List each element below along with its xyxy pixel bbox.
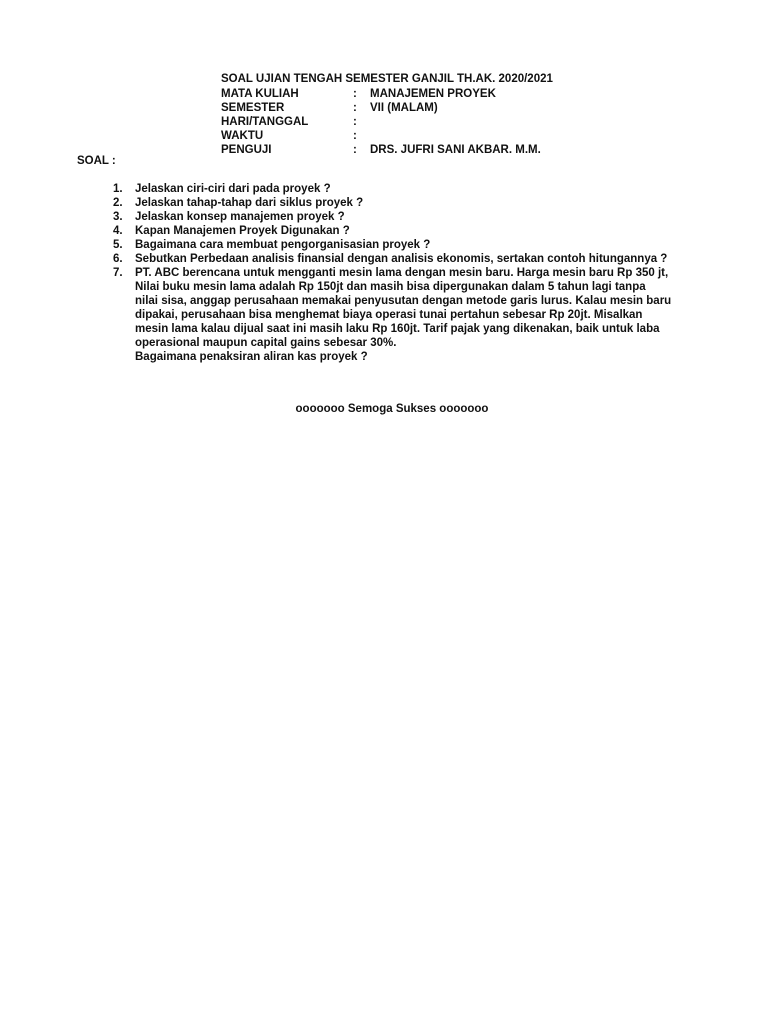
header-colon: : xyxy=(353,102,357,114)
question-item-case-study xyxy=(113,266,703,364)
question-number: 1. xyxy=(113,183,123,195)
question-item xyxy=(113,224,703,238)
question-text-line: operasional maupun capital gains sebesar 30%. xyxy=(135,337,397,349)
question-text-line: Nilai buku mesin lama adalah Rp 150jt dan masih bisa dipergunakan dalam 5 tahun lagi tanpa xyxy=(135,281,646,293)
header-colon: : xyxy=(353,116,357,128)
header-value: DRS. JUFRI SANI AKBAR. M.M. xyxy=(370,144,541,156)
question-item xyxy=(113,182,703,196)
question-text-line: PT. ABC berencana untuk mengganti mesin lama dengan mesin baru. Harga mesin baru Rp 350 jt, xyxy=(135,267,669,279)
header-label: SEMESTER xyxy=(221,102,285,114)
question-text: Sebutkan Perbedaan analisis finansial dengan analisis ekonomis, sertakan contoh hitungannya ? xyxy=(135,253,668,265)
soal-label: SOAL : xyxy=(77,155,116,167)
question-text: Jelaskan ciri-ciri dari pada proyek ? xyxy=(135,183,331,195)
question-number: 7. xyxy=(113,267,123,279)
question-item xyxy=(113,210,703,224)
question-number: 2. xyxy=(113,197,123,209)
question-text-line: nilai sisa, anggap perusahaan memakai penyusutan dengan metode garis lurus. Kalau mesin baru xyxy=(135,295,672,307)
question-number: 5. xyxy=(113,239,123,251)
question-list xyxy=(113,182,703,364)
question-number: 6. xyxy=(113,253,123,265)
question-text-line: Bagaimana penaksiran aliran kas proyek ? xyxy=(135,351,368,363)
header-label: HARI/TANGGAL xyxy=(221,116,309,128)
question-number: 4. xyxy=(113,225,123,237)
question-item xyxy=(113,252,703,266)
question-number: 3. xyxy=(113,211,123,223)
question-text: Jelaskan tahap-tahap dari siklus proyek ? xyxy=(135,197,364,209)
question-text: Bagaimana cara membuat pengorganisasian proyek ? xyxy=(135,239,431,251)
question-text-line: mesin lama kalau dijual saat ini masih laku Rp 160jt. Tarif pajak yang dikenakan, baik untuk laba xyxy=(135,323,660,335)
question-item xyxy=(113,238,703,252)
header-colon: : xyxy=(353,144,357,156)
header-label: MATA KULIAH xyxy=(221,88,299,100)
question-text-line: dipakai, perusahaan bisa menghemat biaya operasi tunai pertahun sebesar Rp 20jt. Misalkan xyxy=(135,309,643,321)
header-label: PENGUJI xyxy=(221,144,272,156)
exam-title: SOAL UJIAN TENGAH SEMESTER GANJIL TH.AK. 2020/2021 xyxy=(221,73,553,85)
header-colon: : xyxy=(353,130,357,142)
question-text: Kapan Manajemen Proyek Digunakan ? xyxy=(135,225,350,237)
header-colon: : xyxy=(353,88,357,100)
header-value: VII (MALAM) xyxy=(370,102,438,114)
header-label: WAKTU xyxy=(221,130,264,142)
header-value: MANAJEMEN PROYEK xyxy=(370,88,496,100)
question-text: Jelaskan konsep manajemen proyek ? xyxy=(135,211,345,223)
closing-message: ooooooo Semoga Sukses ooooooo xyxy=(295,403,489,415)
question-item xyxy=(113,196,703,210)
